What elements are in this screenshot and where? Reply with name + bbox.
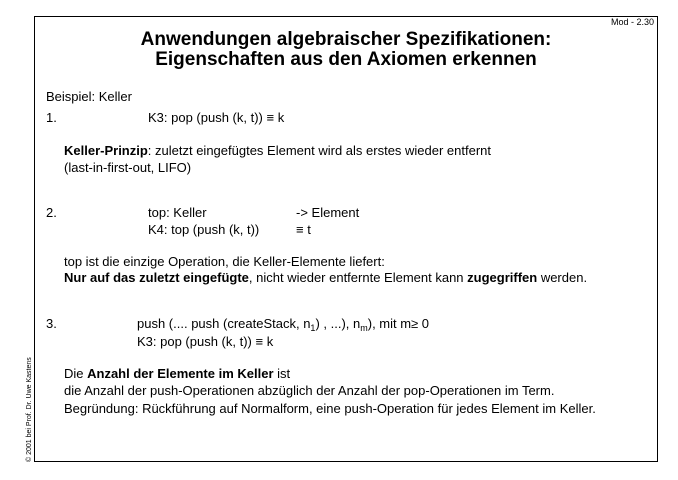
term-sub-m: m bbox=[360, 323, 368, 333]
item2-signature-left: top: Keller bbox=[148, 205, 207, 220]
principle-text: : zuletzt eingefügtes Element wird als erstes wieder entfernt bbox=[147, 143, 492, 158]
count-pre: Die bbox=[64, 366, 88, 381]
item3-count-line2: die Anzahl der push-Operationen abzüglich der Anzahl der pop-Operationen im Term. bbox=[64, 383, 555, 398]
principle-term: Keller-Prinzip bbox=[64, 143, 148, 158]
item1-principle bbox=[64, 143, 491, 158]
item2-axiom-left: K4: top (push (k, t)) bbox=[148, 222, 260, 237]
item1-number: 1. bbox=[46, 110, 57, 125]
item3-count-line3: Begründung: Rückführung auf Normalform, eine push-Operation für jedes Element im Keller. bbox=[64, 401, 596, 416]
count-post: ist bbox=[273, 366, 291, 381]
term-b: ) , ...), n bbox=[315, 316, 361, 331]
title-line-2: Eigenschaften aus den Axiomen erkennen bbox=[155, 49, 537, 70]
copyright-note: © 2001 bei Prof. Dr. Uwe Kastens bbox=[26, 357, 33, 462]
slide-title bbox=[34, 30, 658, 70]
example-label: Beispiel: Keller bbox=[46, 89, 132, 104]
term-c: ), mit m≥ 0 bbox=[367, 316, 430, 331]
item3-term bbox=[137, 316, 429, 331]
title-line-1: Anwendungen algebraischer Spezifikationen: bbox=[140, 29, 552, 50]
item2-explain-line2 bbox=[64, 270, 587, 285]
explain-bold-1: Nur auf das zuletzt eingefügte bbox=[64, 270, 249, 285]
explain-mid: , nicht wieder entfernte Element kann bbox=[248, 270, 468, 285]
item3-number: 3. bbox=[46, 316, 57, 331]
term-sub-1: 1 bbox=[310, 323, 316, 333]
item1-principle-note: (last-in-first-out, LIFO) bbox=[64, 160, 192, 175]
item3-count-line1 bbox=[64, 366, 290, 381]
explain-end: werden. bbox=[537, 270, 588, 285]
item2-axiom-right: ≡ t bbox=[296, 222, 311, 237]
term-a: push (.... push (createStack, n bbox=[137, 316, 311, 331]
count-bold: Anzahl der Elemente im Keller bbox=[87, 366, 274, 381]
item2-number: 2. bbox=[46, 205, 57, 220]
item3-axiom: K3: pop (push (k, t)) ≡ k bbox=[137, 334, 274, 349]
item1-axiom: K3: pop (push (k, t)) ≡ k bbox=[148, 110, 285, 125]
explain-bold-2: zugegriffen bbox=[467, 270, 538, 285]
item2-explain-line1: top ist die einzige Operation, die Keller-Elemente liefert: bbox=[64, 254, 385, 269]
slide-id: Mod - 2.30 bbox=[610, 17, 654, 27]
item2-signature-right: -> Element bbox=[296, 205, 360, 220]
